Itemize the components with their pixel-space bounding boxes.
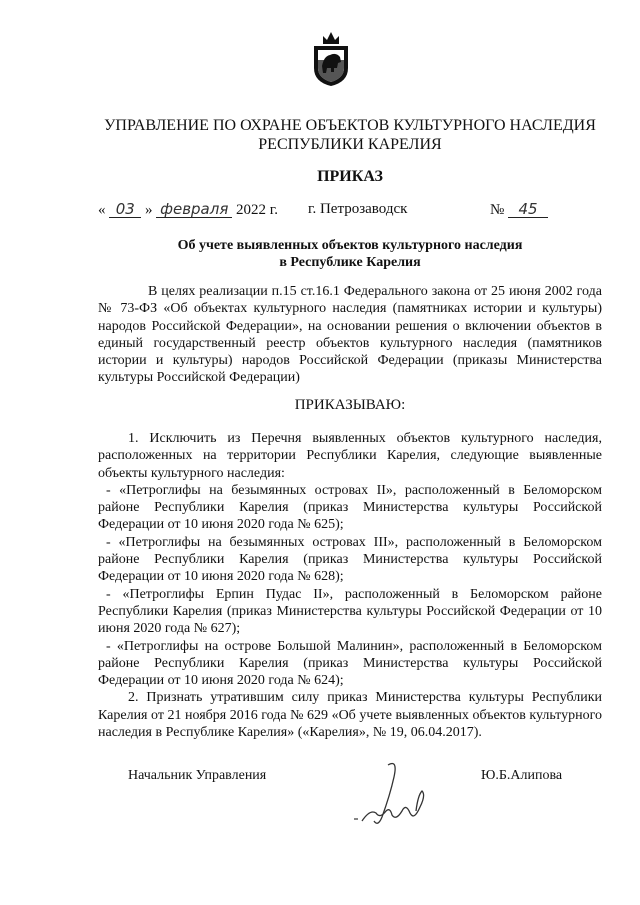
subject-line1: Об учете выявленных объектов культурного наследия xyxy=(177,238,523,253)
city: г. Петрозаводск xyxy=(308,201,408,217)
bullet-2: - «Петроглифы на безымянных островах III», расположенный в Беломорском районе Республики Карелия (приказ Министерства культуры Российской Федерации от 10 июня 2020 года № 628); xyxy=(98,534,602,585)
order-date xyxy=(98,201,278,219)
organization-name-line1: УПРАВЛЕНИЕ ПО ОХРАНЕ ОБЪЕКТОВ КУЛЬТУРНОГО НАСЛЕДИЯ xyxy=(104,117,596,134)
order-items xyxy=(98,430,602,741)
date-open-quote: « xyxy=(98,202,106,218)
karelia-coat-of-arms-icon xyxy=(308,30,354,88)
organization-name-line2: РЕСПУБЛИКИ КАРЕЛИЯ xyxy=(258,136,442,153)
date-month: февраля xyxy=(156,201,232,218)
subject-line2: в Республике Карелия xyxy=(279,255,421,270)
handwritten-signature-icon xyxy=(340,755,450,835)
item-1: 1. Исключить из Перечня выявленных объектов культурного наследия, расположенных на территории Республики Карелия, следующие выявленные объекты культурного наследия: xyxy=(98,431,602,481)
order-word: ПРИКАЗЫВАЮ: xyxy=(294,397,406,413)
date-close-quote: » xyxy=(145,202,153,218)
date-day: 03 xyxy=(109,201,141,218)
bullet-1: - «Петроглифы на безымянных островах II», расположенный в Беломорском районе Республики Карелия (приказ Министерства культуры Российской Федерации от 10 июня 2020 года № 625); xyxy=(98,482,602,533)
bullet-4: - «Петроглифы на острове Большой Малинин», расположенный в Беломорском районе Республики Карелия (приказ Министерства культуры Российской Федерации от 10 июня 2020 года № 624); xyxy=(98,638,602,689)
preamble-paragraph xyxy=(98,283,602,387)
number-value: 45 xyxy=(508,201,548,218)
document-type-title: ПРИКАЗ xyxy=(317,168,383,185)
bullet-3: - «Петроглифы Ерпин Пудас II», расположенный в Беломорском районе Республики Карелия (приказ Министерства культуры Российской Федерации от 10 июня 2020 года № 627); xyxy=(98,586,602,637)
signatory-position: Начальник Управления xyxy=(128,768,267,783)
item-2: 2. Признать утратившим силу приказ Министерства культуры Республики Карелия от 21 ноября 2016 года № 629 «Об учете выявленных объектов культурного наследия в Республике Карелия» («Карелия», № 19, 06.04.2017). xyxy=(98,690,602,741)
number-label: № xyxy=(490,202,505,218)
signatory-name: Ю.Б.Алипова xyxy=(481,768,563,783)
date-year: 2022 г. xyxy=(236,202,278,218)
preamble-text: В целях реализации п.15 ст.16.1 Федерального закона от 25 июня 2002 года № 73-ФЗ «Об объектах культурного наследия (памятниках истории и культуры) народов Российской Федерации», на основании решения о включении объектов в единый государственный реестр объектов культурного наследия (памятников истории и культуры) народов Российской Федерации (приказы Министерства культуры Российской Федерации) xyxy=(98,284,602,386)
order-number xyxy=(490,201,548,219)
